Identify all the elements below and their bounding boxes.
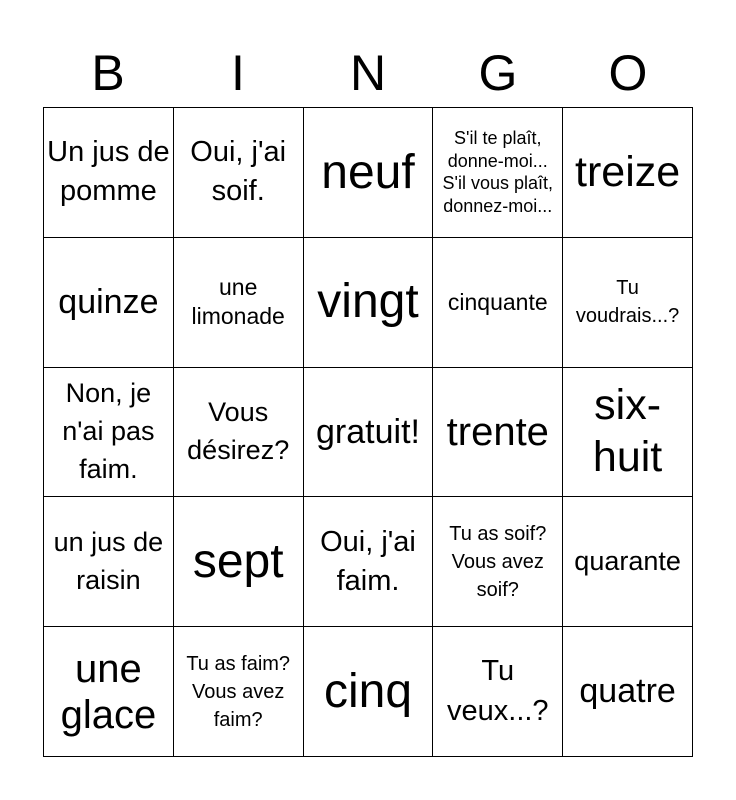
bingo-cell[interactable] [563, 497, 693, 627]
cell-text: Oui, j'ai soif. [190, 136, 287, 208]
bingo-cell[interactable] [433, 497, 563, 627]
cell-text: Tu as soif? Vous avez soif? [449, 522, 547, 601]
bingo-cell[interactable] [304, 497, 434, 627]
header-letter-g: G [478, 45, 518, 101]
bingo-cell[interactable] [563, 627, 693, 757]
header-letter-n: N [349, 45, 387, 101]
cell-text: un jus de raisin [53, 526, 164, 595]
cell-text: Tu veux...? [447, 655, 549, 727]
bingo-cell[interactable] [304, 627, 434, 757]
bingo-board [43, 107, 693, 757]
cell-text: sept [192, 534, 284, 588]
cell-text: quinze [58, 282, 159, 321]
bingo-cell[interactable] [433, 238, 563, 368]
cell-text: treize [575, 147, 681, 196]
bingo-cell[interactable] [174, 497, 304, 627]
bingo-cell[interactable] [44, 497, 174, 627]
cell-text: Tu voudrais...? [575, 277, 680, 328]
bingo-cell[interactable] [304, 238, 434, 368]
cell-text: Tu as faim? Vous avez faim? [186, 652, 291, 731]
cell-text: vingt [317, 275, 419, 329]
bingo-cell[interactable] [563, 238, 693, 368]
bingo-cell[interactable] [44, 108, 174, 238]
cell-text: neuf [321, 145, 415, 199]
cell-text: gratuit! [316, 412, 420, 451]
cell-text: Non, je n'ai pas faim. [62, 378, 155, 484]
cell-text: Vous désirez? [187, 397, 290, 465]
cell-text: une limonade [191, 274, 285, 330]
cell-text: cinq [323, 664, 413, 718]
cell-text: quarante [574, 545, 681, 576]
bingo-cell[interactable] [44, 238, 174, 368]
cell-text: une glace [60, 646, 157, 737]
bingo-cell[interactable] [174, 108, 304, 238]
bingo-cell[interactable] [433, 108, 563, 238]
cell-text: trente [446, 409, 549, 454]
bingo-cell[interactable] [174, 368, 304, 498]
bingo-cell[interactable] [44, 368, 174, 498]
header-letter-o: O [608, 45, 648, 101]
bingo-cell[interactable] [563, 368, 693, 498]
cell-text: six-huit [592, 381, 663, 481]
bingo-cell[interactable] [174, 627, 304, 757]
cell-text: Oui, j'ai faim. [320, 525, 416, 597]
cell-text: quatre [579, 672, 676, 711]
bingo-cell[interactable] [433, 627, 563, 757]
bingo-cell[interactable] [44, 627, 174, 757]
bingo-cell[interactable] [563, 108, 693, 238]
cell-text: cinquante [447, 288, 548, 315]
bingo-cell[interactable] [304, 108, 434, 238]
cell-text: S'il te plaît, donne-moi... S'il vous plaît, donnez-moi... [442, 128, 554, 216]
header-letter-b: B [91, 45, 125, 101]
bingo-header [43, 38, 693, 108]
bingo-cell[interactable] [433, 368, 563, 498]
cell-text: Un jus de pomme [47, 136, 170, 208]
bingo-cell[interactable] [174, 238, 304, 368]
header-letter-i: I [231, 45, 245, 101]
bingo-cell[interactable] [304, 368, 434, 498]
